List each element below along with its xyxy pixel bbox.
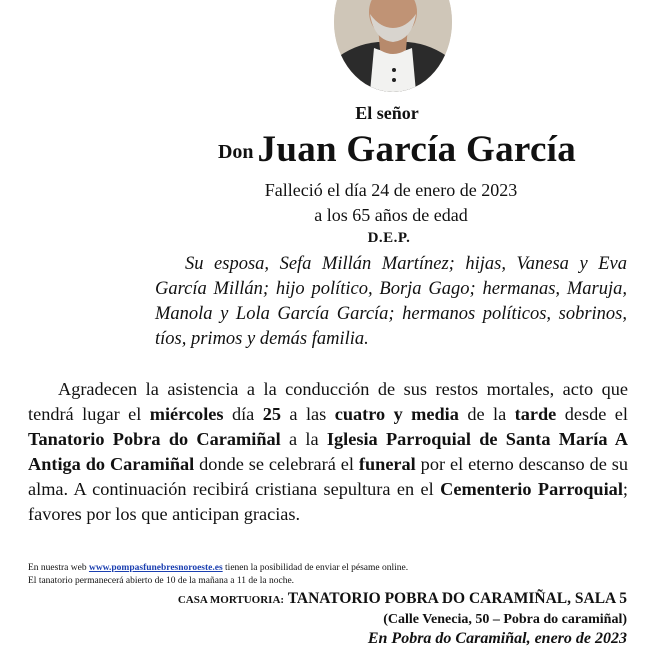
family-line-first: Su esposa, Sefa Millán Martínez; hijas, Vanesa y	[185, 254, 588, 274]
text-segment: Agradecen la asistencia a la conducción de sus restos mortales, acto que tendrá lugar el	[28, 379, 628, 424]
place-and-date: En Pobra do Caramiñal, enero de 2023	[367, 630, 627, 647]
opening-hours-note: El tanatorio permanecerá abierto de 10 de la mañana a 11 de la noche.	[28, 576, 295, 586]
text-segment: donde se celebrará el	[194, 454, 359, 474]
text-segment: por el eterno descanso de su alma. A continuación recibirá cristiana sepultura en el	[28, 454, 628, 499]
text-segment: día	[223, 404, 263, 424]
name-line	[72, 128, 650, 171]
age-at-death: a los 65 años de edad	[314, 205, 468, 225]
deceased-name: Juan García García	[257, 129, 577, 170]
deceased-portrait-photo	[334, 0, 452, 92]
mortuary-line	[178, 590, 627, 608]
ceremony-time: cuatro y media	[334, 404, 459, 424]
ceremony-paragraph	[28, 377, 628, 527]
death-date: Falleció el día 24 de enero de 2023	[264, 180, 518, 200]
mortuary-value: TANATORIO POBRA DO CARAMIÑAL, SALA 5	[287, 590, 627, 607]
cemetery-name: Cementerio Parroquial	[440, 479, 623, 499]
family-line-rest: Eva García Millán; hijo político, Borja Gago; hermanas, Maruja, Manola y Lola García García; hermanos políticos, sobrinos, tíos, primos y demás familia.	[155, 254, 627, 349]
mortuary-label: CASA MORTUORIA:	[177, 594, 285, 606]
service-type: funeral	[358, 454, 416, 474]
ceremony-period: tarde	[514, 404, 557, 424]
ceremony-day: miércoles	[149, 404, 224, 424]
web-condolence-note	[28, 562, 628, 574]
text-segment: desde el	[556, 404, 628, 424]
ceremony-date: 25	[262, 404, 281, 424]
website-link[interactable]: www.pompasfunebresnoroeste.es	[88, 563, 223, 573]
departure-place: Tanatorio Pobra do Caramiñal	[28, 429, 281, 449]
text-segment: ; favores por los que anticipan gracias.	[28, 479, 628, 524]
text-segment: de la	[458, 404, 515, 424]
text-segment: En nuestra web	[28, 563, 89, 573]
honorific: Don	[217, 141, 254, 163]
text-segment: a las	[281, 404, 335, 424]
text-segment: a la	[280, 429, 327, 449]
family-paragraph	[155, 252, 627, 352]
title-prefix: El señor	[355, 103, 419, 123]
mortuary-address: (Calle Venecia, 50 – Pobra do caramiñal)	[383, 612, 627, 627]
church-name: Iglesia Parroquial de Santa María A Antiga do Caramiñal	[28, 429, 628, 474]
rip-text: D.E.P.	[367, 230, 411, 246]
text-segment: tienen la posibilidad de enviar el pésame online.	[222, 563, 409, 573]
